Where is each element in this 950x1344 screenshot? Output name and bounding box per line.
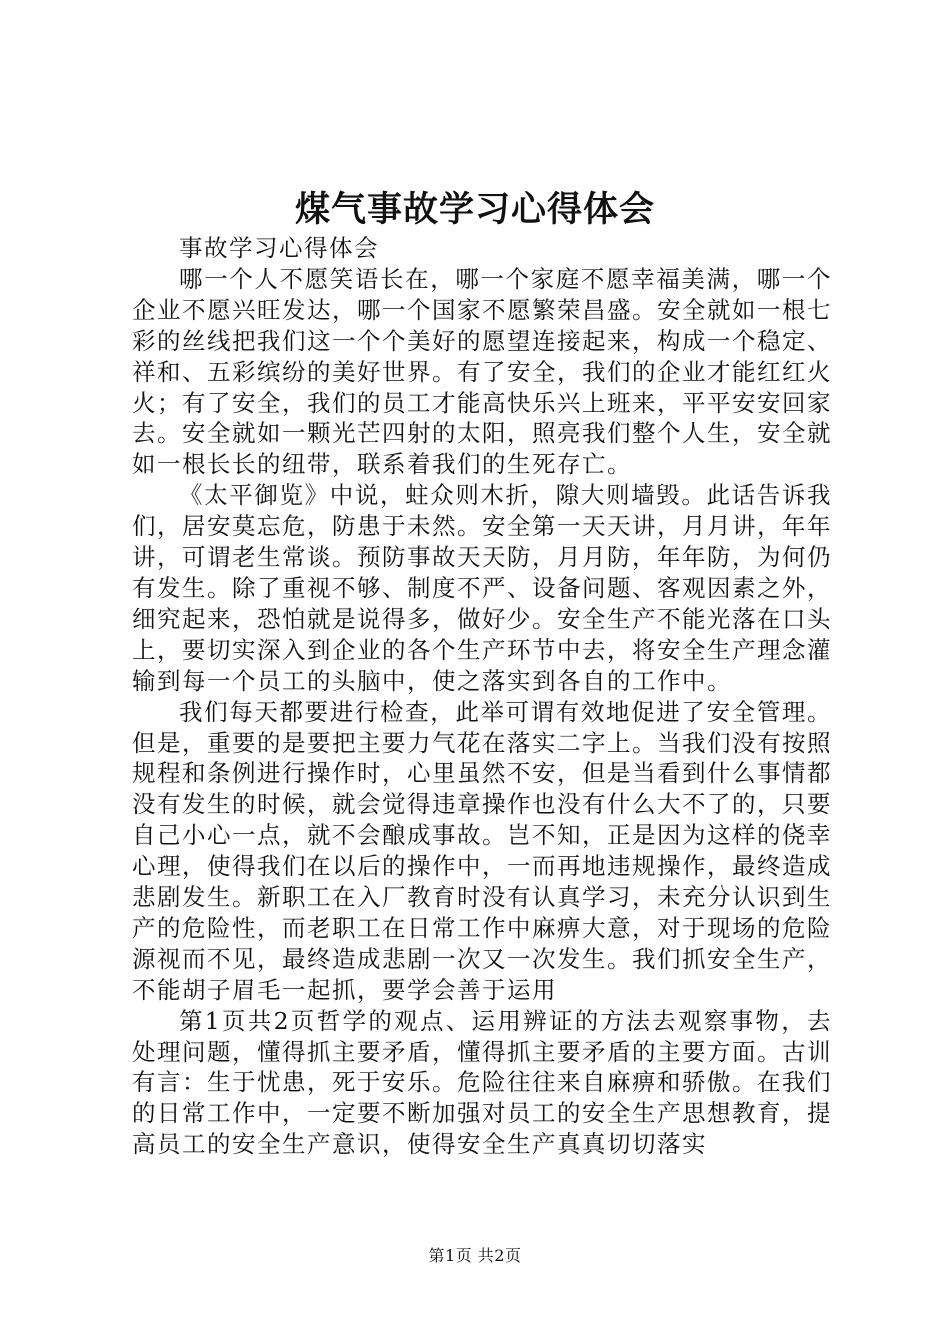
document-title: 煤气事故学习心得体会 xyxy=(294,189,655,230)
paragraph: 第1页共2页哲学的观点、运用辨证的方法去观察事物，去处理问题，懂得抓主要矛盾，懂得抓主要矛盾的主要方面。古训有言：生于忧患，死于安乐。危险往往来自麻痹和骄傲。在我们的日常工作中，一定要不断加强对员工的安全生产思想教育，提高员工的安全生产意识，使得安全生产真真切切落实 xyxy=(132,1006,832,1159)
paragraph: 《太平御览》中说，蛀众则木折，隙大则墙毁。此话告诉我们，居安莫忘危，防患于未然。安全第一天天讲，月月讲，年年讲，可谓老生常谈。预防事故天天防，月月防，年年防，为何仍有发生。除了重视不够、制度不严、设备问题、客观因素之外，细究起来，恐怕就是说得多，做好少。安全生产不能光落在口头上，要切实深入到企业的各个生产环节中去，将安全生产理念灌输到每一个员工的头脑中，使之落实到各自的工作中。 xyxy=(132,481,832,695)
paragraph: 我们每天都要进行检查，此举可谓有效地促进了安全管理。但是，重要的是要把主要力气花在落实二字上。当我们没有按照规程和条例进行操作时，心里虽然不安，但是当看到什么事情都没有发生的时候，就会觉得违章操作也没有什么大不了的，只要自己小心一点，就不会酿成事故。岂不知，正是因为这样的侥幸心理，使得我们在以后的操作中，一而再地违规操作，最终造成悲剧发生。新职工在入厂教育时没有认真学习，未充分认识到生产的危险性，而老职工在日常工作中麻痹大意，对于现场的危险源视而不见，最终造成悲剧一次又一次发生。我们抓安全生产，不能胡子眉毛一起抓，要学会善于运用 xyxy=(132,697,832,1004)
paragraph: 哪一个人不愿笑语长在，哪一个家庭不愿幸福美满，哪一个企业不愿兴旺发达，哪一个国家不愿繁荣昌盛。安全就如一根七彩的丝线把我们这一个个美好的愿望连接起来，构成一个稳定、祥和、五彩缤纷的美好世界。有了安全，我们的企业才能红红火火；有了安全，我们的员工才能高快乐兴上班来，平平安安回家去。安全就如一颗光芒四射的太阳，照亮我们整个人生，安全就如一根长长的纽带，联系着我们的生死存亡。 xyxy=(132,264,832,479)
page-footer: 第1页 共2页 xyxy=(428,1246,522,1265)
document-body xyxy=(132,233,832,1160)
paragraph-subtitle: 事故学习心得体会 xyxy=(179,234,379,262)
